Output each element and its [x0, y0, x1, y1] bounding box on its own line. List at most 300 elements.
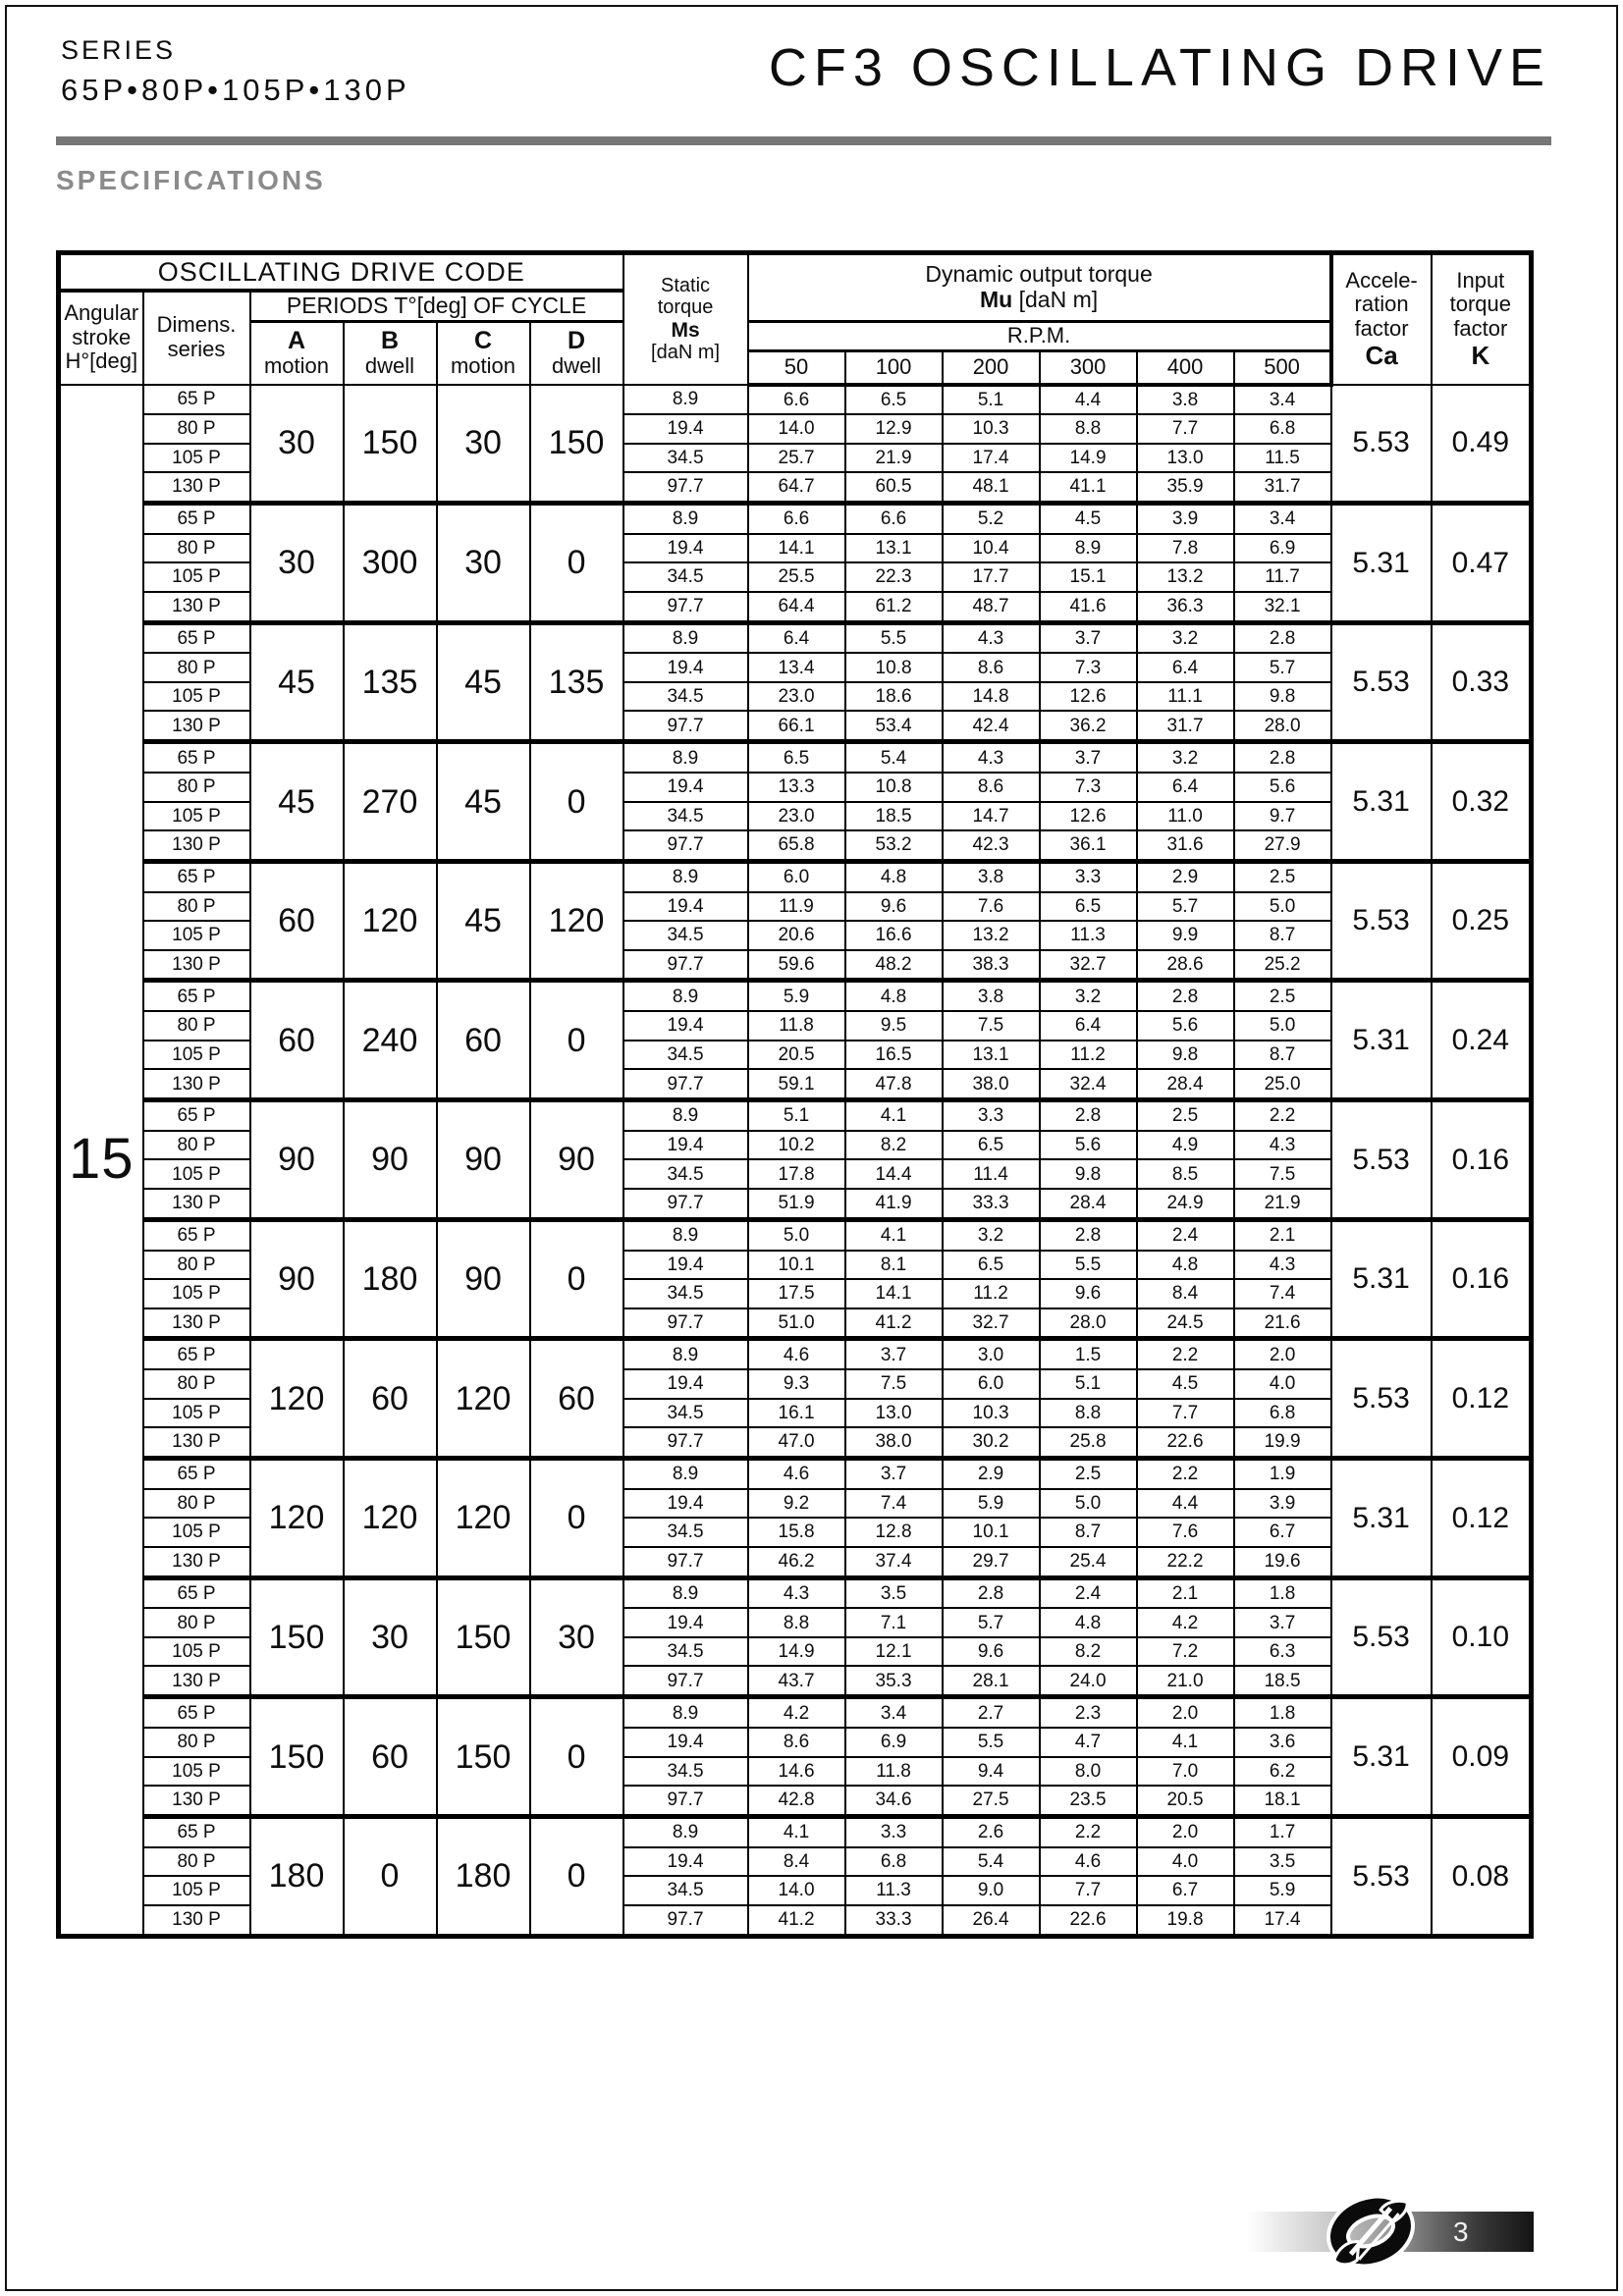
torque-rpm-400-cell: 2.0 — [1137, 1816, 1234, 1846]
torque-rpm-400-cell: 4.0 — [1137, 1847, 1234, 1876]
torque-rpm-100-cell: 37.4 — [845, 1547, 943, 1577]
dimens-series-cell: 130 P — [143, 592, 250, 622]
acceleration-factor-value: 5.31 — [1331, 1458, 1432, 1577]
dimens-series-cell: 65 P — [143, 1219, 250, 1250]
table-row — [59, 1816, 1532, 1846]
torque-rpm-100-cell: 6.6 — [845, 503, 943, 533]
torque-rpm-500-cell: 18.5 — [1234, 1666, 1331, 1696]
period-c-type: motion — [450, 353, 516, 379]
torque-rpm-50-cell: 9.2 — [748, 1489, 845, 1518]
acceleration-factor-value: 5.31 — [1331, 981, 1432, 1100]
period-c-value: 120 — [437, 1458, 530, 1577]
torque-rpm-500-cell: 21.6 — [1234, 1308, 1331, 1339]
input-torque-factor-value: 0.10 — [1432, 1577, 1532, 1697]
torque-rpm-100-cell: 8.1 — [845, 1251, 943, 1279]
torque-rpm-300-cell: 2.8 — [1040, 1219, 1137, 1250]
torque-rpm-200-cell: 10.1 — [943, 1518, 1040, 1546]
table-row — [59, 503, 1532, 533]
torque-rpm-200-cell: 27.5 — [943, 1786, 1040, 1816]
torque-rpm-100-cell: 18.6 — [845, 682, 943, 711]
torque-rpm-100-cell: 34.6 — [845, 1786, 943, 1816]
dimens-series-cell: 105 P — [143, 802, 250, 830]
torque-rpm-400-cell: 35.9 — [1137, 472, 1234, 503]
torque-rpm-100-cell: 4.1 — [845, 1100, 943, 1131]
torque-rpm-50-cell: 43.7 — [748, 1666, 845, 1696]
torque-rpm-200-cell: 14.8 — [943, 682, 1040, 711]
torque-rpm-200-cell: 10.3 — [943, 414, 1040, 443]
table-row — [59, 622, 1532, 653]
period-a-value: 150 — [250, 1697, 344, 1817]
torque-rpm-200-cell: 38.0 — [943, 1069, 1040, 1099]
dimens-series-cell: 105 P — [143, 682, 250, 711]
torque-rpm-50-cell: 20.6 — [748, 921, 845, 949]
static-torque-cell: 19.4 — [623, 414, 748, 443]
page-title: CF3 OSCILLATING DRIVE — [768, 38, 1551, 97]
period-b-value: 90 — [344, 1100, 437, 1220]
torque-rpm-500-cell: 1.8 — [1234, 1577, 1331, 1608]
torque-rpm-400-cell: 21.0 — [1137, 1666, 1234, 1696]
period-c-value: 150 — [437, 1577, 530, 1697]
torque-rpm-500-cell: 4.3 — [1234, 1131, 1331, 1159]
torque-rpm-50-cell: 42.8 — [748, 1786, 845, 1816]
header-drive-code: OSCILLATING DRIVE CODE — [59, 253, 623, 291]
period-b-letter: B — [380, 327, 400, 355]
dimens-series-cell: 105 P — [143, 1757, 250, 1786]
header-period-d — [530, 322, 623, 385]
torque-rpm-200-cell: 3.0 — [943, 1339, 1040, 1369]
torque-rpm-400-cell: 4.4 — [1137, 1489, 1234, 1518]
torque-rpm-500-cell: 2.8 — [1234, 622, 1331, 653]
torque-rpm-400-cell: 7.2 — [1137, 1637, 1234, 1666]
table-row — [59, 742, 1532, 773]
torque-rpm-500-cell: 2.8 — [1234, 742, 1331, 773]
torque-rpm-200-cell: 8.6 — [943, 773, 1040, 801]
input-line1: Input — [1456, 267, 1505, 293]
static-torque-cell: 8.9 — [623, 622, 748, 653]
static-torque-cell: 19.4 — [623, 534, 748, 562]
torque-rpm-500-cell: 4.0 — [1234, 1369, 1331, 1398]
torque-rpm-200-cell: 3.2 — [943, 1219, 1040, 1250]
header-rpm-label: R.P.M. — [748, 322, 1331, 351]
period-c-value: 90 — [437, 1219, 530, 1339]
input-torque-factor-value: 0.08 — [1432, 1816, 1532, 1936]
period-c-value: 120 — [437, 1339, 530, 1459]
static-torque-cell: 8.9 — [623, 1458, 748, 1488]
torque-rpm-200-cell: 4.3 — [943, 742, 1040, 773]
torque-rpm-200-cell: 48.1 — [943, 472, 1040, 503]
torque-rpm-300-cell: 5.0 — [1040, 1489, 1137, 1518]
torque-rpm-500-cell: 11.7 — [1234, 562, 1331, 591]
torque-rpm-50-cell: 6.6 — [748, 503, 845, 533]
torque-rpm-50-cell: 9.3 — [748, 1369, 845, 1398]
dimens-series-cell: 65 P — [143, 1697, 250, 1728]
static-torque-cell: 19.4 — [623, 1608, 748, 1636]
period-b-value: 180 — [344, 1219, 437, 1339]
torque-rpm-100-cell: 16.6 — [845, 921, 943, 949]
acceleration-factor-value: 5.31 — [1331, 742, 1432, 862]
header-divider — [56, 136, 1551, 145]
torque-rpm-500-cell: 1.7 — [1234, 1816, 1331, 1846]
torque-rpm-100-cell: 11.3 — [845, 1876, 943, 1904]
table-row — [59, 385, 1532, 415]
period-a-value: 60 — [250, 981, 344, 1100]
table-row — [59, 1100, 1532, 1131]
torque-rpm-500-cell: 3.7 — [1234, 1608, 1331, 1636]
period-d-value: 90 — [530, 1100, 623, 1220]
acceleration-factor-value: 5.53 — [1331, 385, 1432, 504]
period-a-value: 180 — [250, 1816, 344, 1936]
table-row — [59, 1458, 1532, 1488]
torque-rpm-300-cell: 8.8 — [1040, 414, 1137, 443]
torque-rpm-300-cell: 41.1 — [1040, 472, 1137, 503]
static-torque-cell: 97.7 — [623, 830, 748, 861]
torque-rpm-200-cell: 13.2 — [943, 921, 1040, 949]
torque-rpm-50-cell: 5.0 — [748, 1219, 845, 1250]
torque-rpm-200-cell: 4.3 — [943, 622, 1040, 653]
period-b-value: 150 — [344, 385, 437, 504]
torque-rpm-300-cell: 9.6 — [1040, 1279, 1137, 1308]
dimens-series-cell: 105 P — [143, 1637, 250, 1666]
torque-rpm-200-cell: 6.5 — [943, 1131, 1040, 1159]
torque-rpm-200-cell: 32.7 — [943, 1308, 1040, 1339]
static-torque-cell: 97.7 — [623, 711, 748, 741]
torque-rpm-50-cell: 4.6 — [748, 1458, 845, 1488]
torque-rpm-300-cell: 2.8 — [1040, 1100, 1137, 1131]
static-torque-cell: 34.5 — [623, 444, 748, 472]
torque-rpm-500-cell: 5.0 — [1234, 892, 1331, 921]
dimens-series-cell: 130 P — [143, 1069, 250, 1099]
period-d-type: dwell — [551, 353, 602, 379]
torque-rpm-200-cell: 6.5 — [943, 1251, 1040, 1279]
torque-rpm-50-cell: 11.8 — [748, 1011, 845, 1040]
static-torque-cell: 8.9 — [623, 1816, 748, 1846]
period-a-value: 45 — [250, 622, 344, 742]
torque-rpm-300-cell: 24.0 — [1040, 1666, 1137, 1696]
period-b-value: 270 — [344, 742, 437, 862]
torque-rpm-400-cell: 2.8 — [1137, 981, 1234, 1011]
dimens-series-cell: 65 P — [143, 1100, 250, 1131]
dimens-series-cell: 130 P — [143, 472, 250, 503]
table-row — [59, 861, 1532, 891]
torque-rpm-500-cell: 3.4 — [1234, 503, 1331, 533]
static-torque-cell: 8.9 — [623, 1219, 748, 1250]
torque-rpm-50-cell: 6.0 — [748, 861, 845, 891]
input-line3: factor — [1453, 316, 1508, 341]
dynamic-symbol: Mu — [979, 287, 1013, 312]
header-rpm-300: 300 — [1040, 351, 1137, 385]
dynamic-unit: [daN m] — [1018, 287, 1099, 312]
torque-rpm-50-cell: 4.1 — [748, 1816, 845, 1846]
dimens-series-cell: 130 P — [143, 1786, 250, 1816]
period-a-type: motion — [263, 353, 330, 379]
section-heading: SPECIFICATIONS — [56, 165, 326, 195]
static-torque-cell: 8.9 — [623, 503, 748, 533]
input-torque-factor-value: 0.16 — [1432, 1219, 1532, 1339]
period-d-value: 0 — [530, 1697, 623, 1817]
torque-rpm-500-cell: 11.5 — [1234, 444, 1331, 472]
torque-rpm-400-cell: 7.0 — [1137, 1757, 1234, 1786]
angular-stroke-value: 15 — [59, 385, 143, 1937]
torque-rpm-300-cell: 5.1 — [1040, 1369, 1137, 1398]
period-c-value: 30 — [437, 385, 530, 504]
period-d-value: 30 — [530, 1577, 623, 1697]
torque-rpm-100-cell: 7.5 — [845, 1369, 943, 1398]
period-c-value: 60 — [437, 981, 530, 1100]
torque-rpm-200-cell: 3.8 — [943, 981, 1040, 1011]
dimens-series-cell: 80 P — [143, 414, 250, 443]
torque-rpm-400-cell: 24.9 — [1137, 1189, 1234, 1219]
torque-rpm-500-cell: 17.4 — [1234, 1905, 1331, 1937]
torque-rpm-200-cell: 2.9 — [943, 1458, 1040, 1488]
static-torque-cell: 19.4 — [623, 1728, 748, 1756]
static-torque-cell: 8.9 — [623, 1577, 748, 1608]
torque-rpm-300-cell: 7.7 — [1040, 1876, 1137, 1904]
torque-rpm-100-cell: 41.2 — [845, 1308, 943, 1339]
period-c-value: 45 — [437, 861, 530, 981]
accel-line2: ration — [1354, 292, 1409, 317]
torque-rpm-50-cell: 8.8 — [748, 1608, 845, 1636]
static-torque-cell: 8.9 — [623, 1339, 748, 1369]
period-b-value: 120 — [344, 1458, 437, 1577]
static-torque-cell: 8.9 — [623, 861, 748, 891]
torque-rpm-300-cell: 12.6 — [1040, 682, 1137, 711]
torque-rpm-400-cell: 11.0 — [1137, 802, 1234, 830]
torque-rpm-300-cell: 36.2 — [1040, 711, 1137, 741]
static-torque-cell: 97.7 — [623, 1189, 748, 1219]
torque-rpm-500-cell: 31.7 — [1234, 472, 1331, 503]
torque-rpm-500-cell: 3.4 — [1234, 385, 1331, 415]
header-periods-title: PERIODS T°[deg] OF CYCLE — [250, 291, 623, 322]
period-a-letter: A — [287, 327, 306, 355]
header-dimens-series — [143, 291, 250, 385]
torque-rpm-100-cell: 12.8 — [845, 1518, 943, 1546]
torque-rpm-100-cell: 3.7 — [845, 1458, 943, 1488]
dimens-series-cell: 130 P — [143, 1905, 250, 1937]
header-rpm-200: 200 — [943, 351, 1040, 385]
torque-rpm-50-cell: 13.3 — [748, 773, 845, 801]
torque-rpm-100-cell: 6.8 — [845, 1847, 943, 1876]
torque-rpm-200-cell: 28.1 — [943, 1666, 1040, 1696]
torque-rpm-400-cell: 13.0 — [1137, 444, 1234, 472]
torque-rpm-100-cell: 3.5 — [845, 1577, 943, 1608]
torque-rpm-100-cell: 14.4 — [845, 1159, 943, 1188]
torque-rpm-300-cell: 2.3 — [1040, 1697, 1137, 1728]
torque-rpm-500-cell: 8.7 — [1234, 921, 1331, 949]
dimens-series-cell: 65 P — [143, 385, 250, 415]
torque-rpm-200-cell: 7.6 — [943, 892, 1040, 921]
period-b-type: dwell — [364, 353, 415, 379]
torque-rpm-300-cell: 7.3 — [1040, 773, 1137, 801]
torque-rpm-200-cell: 13.1 — [943, 1041, 1040, 1069]
torque-rpm-100-cell: 60.5 — [845, 472, 943, 503]
torque-rpm-100-cell: 8.2 — [845, 1131, 943, 1159]
torque-rpm-300-cell: 25.4 — [1040, 1547, 1137, 1577]
dimens-series-cell: 65 P — [143, 861, 250, 891]
torque-rpm-100-cell: 48.2 — [845, 950, 943, 981]
dimens-series-cell: 80 P — [143, 1728, 250, 1756]
torque-rpm-400-cell: 36.3 — [1137, 592, 1234, 622]
torque-rpm-500-cell: 8.7 — [1234, 1041, 1331, 1069]
torque-rpm-300-cell: 32.7 — [1040, 950, 1137, 981]
torque-rpm-400-cell: 5.6 — [1137, 1011, 1234, 1040]
torque-rpm-200-cell: 30.2 — [943, 1427, 1040, 1458]
acceleration-factor-value: 5.31 — [1331, 503, 1432, 622]
static-torque-cell: 19.4 — [623, 1369, 748, 1398]
static-torque-cell: 34.5 — [623, 562, 748, 591]
dimens-series-cell: 65 P — [143, 1458, 250, 1488]
static-unit: [daN m] — [651, 342, 721, 364]
torque-rpm-300-cell: 2.4 — [1040, 1577, 1137, 1608]
dimens-series-cell: 80 P — [143, 1489, 250, 1518]
torque-rpm-300-cell: 6.4 — [1040, 1011, 1137, 1040]
torque-rpm-400-cell: 9.8 — [1137, 1041, 1234, 1069]
dimens-series-cell: 130 P — [143, 1308, 250, 1339]
torque-rpm-400-cell: 6.4 — [1137, 653, 1234, 681]
torque-rpm-500-cell: 3.9 — [1234, 1489, 1331, 1518]
torque-rpm-500-cell: 25.2 — [1234, 950, 1331, 981]
torque-rpm-400-cell: 9.9 — [1137, 921, 1234, 949]
dimens-series-cell: 65 P — [143, 503, 250, 533]
series-models: 65P•80P•105P•130P — [61, 73, 410, 107]
torque-rpm-200-cell: 5.5 — [943, 1728, 1040, 1756]
acceleration-factor-value: 5.53 — [1331, 622, 1432, 742]
torque-rpm-50-cell: 66.1 — [748, 711, 845, 741]
torque-rpm-50-cell: 4.3 — [748, 1577, 845, 1608]
torque-rpm-400-cell: 31.7 — [1137, 711, 1234, 741]
torque-rpm-200-cell: 42.4 — [943, 711, 1040, 741]
period-c-value: 45 — [437, 622, 530, 742]
torque-rpm-400-cell: 28.6 — [1137, 950, 1234, 981]
torque-rpm-50-cell: 14.6 — [748, 1757, 845, 1786]
input-torque-factor-value: 0.33 — [1432, 622, 1532, 742]
torque-rpm-100-cell: 53.2 — [845, 830, 943, 861]
input-torque-factor-value: 0.32 — [1432, 742, 1532, 862]
torque-rpm-500-cell: 6.8 — [1234, 414, 1331, 443]
accel-line1: Accele- — [1345, 267, 1418, 293]
static-torque-cell: 34.5 — [623, 1518, 748, 1546]
series-label: SERIES — [61, 35, 177, 65]
dimens-series-cell: 80 P — [143, 653, 250, 681]
torque-rpm-300-cell: 4.5 — [1040, 503, 1137, 533]
torque-rpm-200-cell: 9.4 — [943, 1757, 1040, 1786]
static-torque-cell: 19.4 — [623, 1847, 748, 1876]
dimens-series-cell: 130 P — [143, 1666, 250, 1696]
torque-rpm-100-cell: 18.5 — [845, 802, 943, 830]
dimens-line1: Dimens. — [156, 312, 237, 338]
static-torque-cell: 97.7 — [623, 592, 748, 622]
torque-rpm-50-cell: 6.4 — [748, 622, 845, 653]
torque-rpm-400-cell: 7.7 — [1137, 414, 1234, 443]
static-torque-cell: 8.9 — [623, 385, 748, 415]
input-torque-factor-value: 0.24 — [1432, 981, 1532, 1100]
header-period-c — [437, 322, 530, 385]
torque-rpm-400-cell: 2.1 — [1137, 1577, 1234, 1608]
torque-rpm-400-cell: 4.9 — [1137, 1131, 1234, 1159]
torque-rpm-50-cell: 5.1 — [748, 1100, 845, 1131]
header-acceleration-factor — [1331, 253, 1432, 385]
dimens-series-cell: 65 P — [143, 1816, 250, 1846]
torque-rpm-200-cell: 26.4 — [943, 1905, 1040, 1937]
static-torque-cell: 34.5 — [623, 1399, 748, 1427]
static-torque-cell: 97.7 — [623, 1308, 748, 1339]
torque-rpm-500-cell: 6.9 — [1234, 534, 1331, 562]
torque-rpm-50-cell: 8.6 — [748, 1728, 845, 1756]
input-torque-factor-value: 0.47 — [1432, 503, 1532, 622]
torque-rpm-200-cell: 3.3 — [943, 1100, 1040, 1131]
period-d-value: 120 — [530, 861, 623, 981]
static-torque-cell: 97.7 — [623, 1069, 748, 1099]
period-d-value: 60 — [530, 1339, 623, 1459]
torque-rpm-100-cell: 4.1 — [845, 1219, 943, 1250]
period-a-value: 30 — [250, 503, 344, 622]
torque-rpm-500-cell: 5.7 — [1234, 653, 1331, 681]
dimens-series-cell: 130 P — [143, 711, 250, 741]
torque-rpm-500-cell: 7.4 — [1234, 1279, 1331, 1308]
dimens-series-cell: 80 P — [143, 892, 250, 921]
period-d-value: 150 — [530, 385, 623, 504]
torque-rpm-500-cell: 1.8 — [1234, 1697, 1331, 1728]
header-period-b — [344, 322, 437, 385]
torque-rpm-300-cell: 3.7 — [1040, 622, 1137, 653]
torque-rpm-400-cell: 5.7 — [1137, 892, 1234, 921]
torque-rpm-50-cell: 15.8 — [748, 1518, 845, 1546]
torque-rpm-300-cell: 32.4 — [1040, 1069, 1137, 1099]
static-torque-cell: 19.4 — [623, 1251, 748, 1279]
torque-rpm-300-cell: 36.1 — [1040, 830, 1137, 861]
period-d-value: 0 — [530, 1458, 623, 1577]
static-torque-cell: 97.7 — [623, 1666, 748, 1696]
torque-rpm-200-cell: 2.8 — [943, 1577, 1040, 1608]
torque-rpm-200-cell: 2.6 — [943, 1816, 1040, 1846]
torque-rpm-50-cell: 17.8 — [748, 1159, 845, 1188]
brand-swirl-logo — [1311, 2191, 1431, 2271]
torque-rpm-400-cell: 24.5 — [1137, 1308, 1234, 1339]
torque-rpm-100-cell: 33.3 — [845, 1905, 943, 1937]
torque-rpm-50-cell: 4.2 — [748, 1697, 845, 1728]
torque-rpm-500-cell: 2.1 — [1234, 1219, 1331, 1250]
period-d-value: 135 — [530, 622, 623, 742]
torque-rpm-400-cell: 3.2 — [1137, 622, 1234, 653]
torque-rpm-200-cell: 11.4 — [943, 1159, 1040, 1188]
torque-rpm-50-cell: 46.2 — [748, 1547, 845, 1577]
torque-rpm-50-cell: 4.6 — [748, 1339, 845, 1369]
torque-rpm-200-cell: 17.7 — [943, 562, 1040, 591]
torque-rpm-500-cell: 18.1 — [1234, 1786, 1331, 1816]
static-line1: Static — [661, 274, 711, 296]
angular-line3: H°[deg] — [65, 348, 138, 374]
torque-rpm-500-cell: 6.3 — [1234, 1637, 1331, 1666]
dimens-series-cell: 130 P — [143, 1427, 250, 1458]
torque-rpm-50-cell: 25.5 — [748, 562, 845, 591]
accel-line3: factor — [1354, 316, 1409, 341]
period-c-value: 90 — [437, 1100, 530, 1220]
torque-rpm-300-cell: 8.9 — [1040, 534, 1137, 562]
torque-rpm-400-cell: 6.4 — [1137, 773, 1234, 801]
torque-rpm-300-cell: 28.0 — [1040, 1308, 1137, 1339]
torque-rpm-50-cell: 5.9 — [748, 981, 845, 1011]
torque-rpm-300-cell: 15.1 — [1040, 562, 1137, 591]
dimens-series-cell: 65 P — [143, 1339, 250, 1369]
torque-rpm-500-cell: 2.0 — [1234, 1339, 1331, 1369]
angular-line2: stroke — [72, 324, 132, 349]
static-torque-cell: 34.5 — [623, 1041, 748, 1069]
torque-rpm-50-cell: 17.5 — [748, 1279, 845, 1308]
period-d-letter: D — [567, 327, 586, 355]
period-c-value: 150 — [437, 1697, 530, 1817]
torque-rpm-400-cell: 2.5 — [1137, 1100, 1234, 1131]
torque-rpm-300-cell: 9.8 — [1040, 1159, 1137, 1188]
torque-rpm-50-cell: 23.0 — [748, 682, 845, 711]
